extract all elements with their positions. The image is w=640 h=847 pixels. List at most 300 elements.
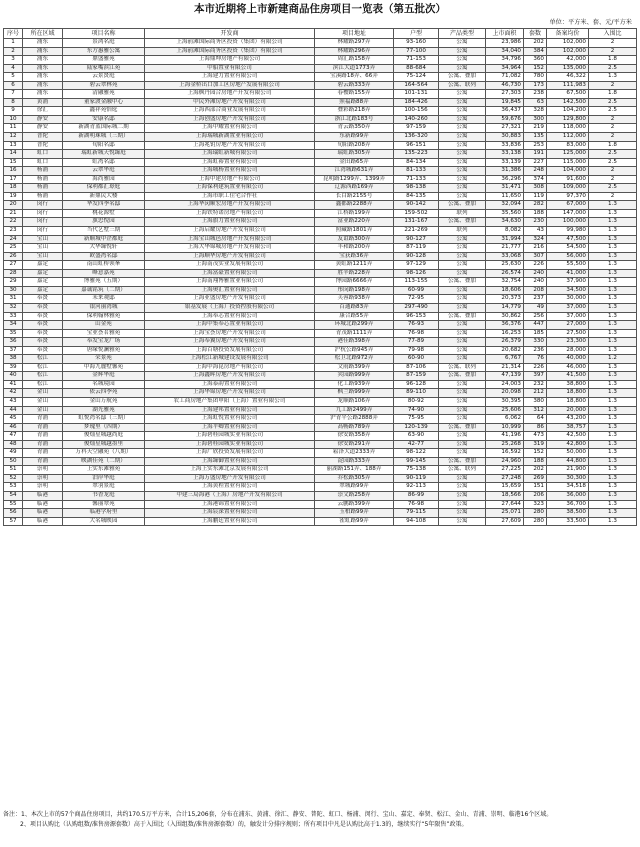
table-cell: 60-99 — [394, 286, 439, 295]
table-cell: 297-490 — [394, 303, 439, 312]
table-row — [4, 509, 637, 518]
table-cell: 上海鼎坤房地产有限公司 — [145, 56, 315, 65]
table-cell: 公寓 — [439, 244, 486, 253]
table-cell: 1.3 — [589, 449, 637, 458]
table-cell: 6,767 — [486, 355, 524, 364]
table-cell: 380 — [524, 397, 547, 406]
table-cell: 公寓 — [439, 64, 486, 73]
table-cell: 公寓 — [439, 158, 486, 167]
table-cell: 海尚雅园 — [63, 175, 145, 184]
table-cell: 上海奉芯置业有限公司 — [145, 312, 315, 321]
table-cell: 上海西部合商业发展有限公司 — [145, 107, 315, 116]
table-cell: 29 — [4, 278, 23, 287]
table-cell: 71,082 — [486, 73, 524, 82]
table-cell: 董家渡金融中心 — [63, 98, 145, 107]
table-cell: 上海碧桂园城实业有限公司 — [145, 440, 315, 449]
table-cell: 青浦 — [23, 457, 63, 466]
table-cell: 64 — [524, 415, 547, 424]
table-cell: 上海鹏廷置业有限公司 — [145, 517, 315, 526]
table-cell: 静安 — [23, 115, 63, 124]
table-cell: 博雅苑（五期） — [63, 278, 145, 287]
table-cell: 80-92 — [394, 397, 439, 406]
table-cell: 152 — [524, 64, 547, 73]
table-cell: 38 — [4, 355, 23, 364]
table-cell: 公寓 — [439, 449, 486, 458]
table-cell: 102,000 — [547, 39, 589, 48]
table-cell: 37 — [4, 346, 23, 355]
table-cell: 49 — [524, 303, 547, 312]
table-cell: 公寓、叠加 — [439, 457, 486, 466]
table-cell: 上海百塘投资发展有限公司 — [145, 346, 315, 355]
table-cell: 公寓、叠加 — [439, 278, 486, 287]
table-cell: 37,000 — [547, 312, 589, 321]
table-row — [4, 184, 637, 193]
table-cell: 上海顺华房地产开发有限公司 — [145, 252, 315, 261]
table-cell: 青浦 — [23, 423, 63, 432]
table-cell: 75-124 — [394, 73, 439, 82]
table-cell: 浦东 — [23, 47, 63, 56]
table-row — [4, 483, 637, 492]
table-cell: 华发四季名邸 — [63, 201, 145, 210]
table-cell: 2 — [4, 47, 23, 56]
table-cell: 87-159 — [394, 372, 439, 381]
table-cell: 42,500 — [547, 432, 589, 441]
table-cell: 1.3 — [589, 321, 637, 330]
table-cell: 公寓 — [439, 47, 486, 56]
table-cell: 1.8 — [589, 141, 637, 150]
table-row — [4, 449, 637, 458]
table-cell: 37,000 — [547, 303, 589, 312]
table-cell: 辽源西路169弄 — [315, 184, 394, 193]
table-cell: 嘉定 — [23, 269, 63, 278]
table-cell: 18,800 — [547, 389, 589, 398]
table-cell: 27 — [4, 261, 23, 270]
table-cell: 上海南翔博雅置业有限公司 — [145, 278, 315, 287]
table-cell: 1.3 — [589, 466, 637, 475]
table-cell: 2 — [589, 175, 637, 184]
table-row — [4, 286, 637, 295]
table-cell: 崇明 — [23, 474, 63, 483]
table-cell: 沪杭公路945弄 — [315, 346, 394, 355]
table-cell: 11 — [4, 124, 23, 133]
table-cell: 32,754 — [486, 278, 524, 287]
table-cell: 松江 — [23, 355, 63, 364]
table-cell: 136-320 — [394, 133, 439, 142]
table-cell: 浦东 — [23, 64, 63, 73]
table-cell: 1.3 — [589, 252, 637, 261]
table-row — [4, 321, 637, 330]
table-cell: 公寓 — [439, 175, 486, 184]
header-product-type: 产品类型 — [439, 29, 486, 39]
table-cell: 1.3 — [589, 483, 637, 492]
table-row — [4, 90, 637, 99]
table-cell: 24,003 — [486, 380, 524, 389]
table-cell: 公寓 — [439, 321, 486, 330]
table-cell: 77-89 — [394, 338, 439, 347]
table-cell: 临港学府里 — [63, 509, 145, 518]
table-row — [4, 466, 637, 475]
table-cell: 2 — [589, 47, 637, 56]
table-cell: 97-159 — [394, 124, 439, 133]
table-cell: 上海泰韵置业有限公司 — [145, 380, 315, 389]
table-cell: 崇明 — [23, 466, 63, 475]
table-cell: 15 — [4, 158, 23, 167]
table-cell: 峰意嘉苑 — [63, 269, 145, 278]
table-cell: 4 — [4, 64, 23, 73]
table-cell: 24,960 — [486, 457, 524, 466]
table-cell: 保利翰林雅苑 — [63, 312, 145, 321]
table-cell: 59,676 — [486, 115, 524, 124]
table-cell: 1.3 — [589, 389, 637, 398]
table-cell: 保利都汇璟庭 — [63, 184, 145, 193]
table-cell: 1.3 — [589, 415, 637, 424]
table-cell: 212 — [524, 389, 547, 398]
table-cell: 191 — [524, 150, 547, 159]
table-cell: 1.3 — [589, 73, 637, 82]
table-cell: 248 — [524, 167, 547, 176]
table-cell: 浙江北路183号 — [315, 115, 394, 124]
table-cell: 21,314 — [486, 363, 524, 372]
table-cell: 1.3 — [589, 509, 637, 518]
table-cell: 131-167 — [394, 218, 439, 227]
table-cell: 旬阳路208弄 — [315, 141, 394, 150]
table-cell: 1.3 — [589, 500, 637, 509]
table-cell: 21,900 — [547, 466, 589, 475]
table-cell: 27,225 — [486, 466, 524, 475]
table-cell: 徐安路291弄 — [315, 440, 394, 449]
table-cell: 90-127 — [394, 235, 439, 244]
table-cell: 135-223 — [394, 150, 439, 159]
table-cell: 农工商房地产集团申阳（上海）置业有限公司 — [145, 397, 315, 406]
table-cell: 43 — [524, 227, 547, 236]
table-cell: 上海宝荟房地产开发有限公司 — [145, 329, 315, 338]
table-cell: 青云路350弄 — [315, 124, 394, 133]
table-cell: 公寓 — [439, 192, 486, 201]
table-cell: 18 — [4, 184, 23, 193]
table-cell: 26,379 — [486, 338, 524, 347]
table-cell: 99,980 — [547, 227, 589, 236]
table-cell: 13 — [4, 141, 23, 150]
table-cell: 384 — [524, 47, 547, 56]
table-cell: 77-100 — [394, 47, 439, 56]
table-cell: 公寓 — [439, 329, 486, 338]
table-cell: 公寓 — [439, 56, 486, 65]
table-cell: 公寓 — [439, 517, 486, 526]
table-cell: 安康名邸 — [63, 115, 145, 124]
table-cell: 上海宸深置业有限公司 — [145, 509, 315, 518]
table-cell: 25,268 — [486, 440, 524, 449]
table-cell: 1.3 — [589, 218, 637, 227]
table-cell: 宝获路36弄 — [315, 252, 394, 261]
header-address: 项目地址 — [315, 29, 394, 39]
table-cell: 杨浦 — [23, 167, 63, 176]
table-cell: 公寓 — [439, 133, 486, 142]
table-cell: 1.3 — [589, 406, 637, 415]
table-cell: 2 — [589, 167, 637, 176]
table-cell: 9 — [4, 107, 23, 116]
table-cell: 上海启耀房地产开发有限公司 — [145, 227, 315, 236]
table-row — [4, 295, 637, 304]
table-cell: 玉柏路99弄 — [315, 509, 394, 518]
table-cell: 东新路99弄 — [315, 133, 394, 142]
table-cell: 30,000 — [547, 295, 589, 304]
table-cell: 21,777 — [486, 244, 524, 253]
table-row — [4, 355, 637, 364]
table-row — [4, 372, 637, 381]
table-cell: 96-128 — [394, 380, 439, 389]
table-cell: 旬阳名邸 — [63, 141, 145, 150]
table-cell: 虹悦湾名邸（三期） — [63, 415, 145, 424]
table-row — [4, 252, 637, 261]
table-cell: 上海松江新城建设发展有限公司 — [145, 355, 315, 364]
table-row — [4, 261, 637, 270]
table-cell: 87-106 — [394, 363, 439, 372]
table-cell: 397 — [524, 372, 547, 381]
table-cell: 1.8 — [589, 56, 637, 65]
table-cell: 1.8 — [589, 90, 637, 99]
table-row — [4, 107, 637, 116]
table-cell: 2.5 — [589, 98, 637, 107]
table-cell: 101-131 — [394, 90, 439, 99]
table-cell: 上海瑞城新湖置业有限公司 — [145, 133, 315, 142]
table-cell: 映湖佳苑（二期） — [63, 457, 145, 466]
table-cell: 上海中集奉芯置业有限公司 — [145, 321, 315, 330]
table-cell: 青浦 — [23, 449, 63, 458]
table-cell: 202 — [524, 466, 547, 475]
table-cell: 公寓、叠加 — [439, 372, 486, 381]
table-cell: 97-129 — [394, 261, 439, 270]
table-cell: 杨浦 — [23, 192, 63, 201]
table-cell: 上海保利建筑置业有限公司 — [145, 184, 315, 193]
table-cell: 嘉定 — [23, 278, 63, 287]
table-cell: 374 — [524, 175, 547, 184]
table-cell: 云翠华庭 — [63, 167, 145, 176]
table-cell: 金山 — [23, 389, 63, 398]
table-cell: 公寓 — [439, 440, 486, 449]
table-cell: 20,682 — [486, 346, 524, 355]
table-cell: 33,139 — [486, 158, 524, 167]
table-cell: 松江 — [23, 380, 63, 389]
table-cell: 188 — [524, 457, 547, 466]
table-cell: 公寓 — [439, 252, 486, 261]
table-cell: 27,321 — [486, 124, 524, 133]
table-cell: 联列 — [439, 209, 486, 218]
table-cell: 31,386 — [486, 167, 524, 176]
table-cell: 202 — [524, 39, 547, 48]
table-row — [4, 346, 637, 355]
table-cell: 10,999 — [486, 423, 524, 432]
table-row — [4, 474, 637, 483]
table-cell: 上海黄程置业有限公司 — [145, 483, 315, 492]
table-cell: 大名城映园 — [63, 517, 145, 526]
table-cell: 119 — [524, 192, 547, 201]
table-cell: 上海万盛房地产开发有限公司 — [145, 474, 315, 483]
table-cell: 1.3 — [589, 440, 637, 449]
table-cell: 奉贤 — [23, 346, 63, 355]
table-cell: 3 — [4, 56, 23, 65]
table-cell: 鑫都路2288弄 — [315, 201, 394, 210]
table-cell: 8 — [4, 98, 23, 107]
table-cell: 227 — [524, 158, 547, 167]
table-cell: 46,000 — [547, 363, 589, 372]
table-cell: 41,196 — [486, 432, 524, 441]
table-cell: 16 — [4, 167, 23, 176]
table-cell: 360 — [524, 56, 547, 65]
table-cell: 云鹏路399弄 — [315, 500, 394, 509]
table-cell: 45 — [4, 415, 23, 424]
table-cell: 44 — [4, 406, 23, 415]
table-cell: 307 — [524, 252, 547, 261]
table-cell: 23 — [4, 227, 23, 236]
table-cell: 230 — [524, 218, 547, 227]
table-cell: 瑞虹新城天悦臻庭 — [63, 150, 145, 159]
table-cell: 43 — [4, 397, 23, 406]
table-cell: 临港 — [23, 491, 63, 500]
table-cell: 公寓 — [439, 380, 486, 389]
table-cell: 1.3 — [589, 338, 637, 347]
table-cell: 上海瑞虹新城有限公司 — [145, 150, 315, 159]
table-cell: 780 — [524, 73, 547, 82]
table-cell: 杨浦 — [23, 175, 63, 184]
table-cell: 芙蓉路938弄 — [315, 295, 394, 304]
table-cell: 1.3 — [589, 227, 637, 236]
table-cell: 30,883 — [486, 133, 524, 142]
table-cell: 33,500 — [547, 517, 589, 526]
table-cell: 上海中海昆房地产有限公司 — [145, 363, 315, 372]
table-cell: 崇明 — [23, 483, 63, 492]
table-cell: 雀虹路99弄 — [315, 517, 394, 526]
table-cell: 18,566 — [486, 491, 524, 500]
table-cell: 上实东滩雅苑 — [63, 466, 145, 475]
table-cell: 76-98 — [394, 500, 439, 509]
table-cell: 56 — [4, 509, 23, 518]
table-cell: 280 — [524, 509, 547, 518]
table-cell: 博园路6666弄 — [315, 278, 394, 287]
table-cell: 临港 — [23, 517, 63, 526]
header-project-name: 项目名称 — [63, 29, 145, 39]
table-cell: 2 — [589, 39, 637, 48]
table-row — [4, 39, 637, 48]
table-cell: 黄浦 — [23, 98, 63, 107]
table-cell: 34,040 — [486, 47, 524, 56]
table-cell: 公寓 — [439, 474, 486, 483]
table-cell: 55,500 — [547, 261, 589, 270]
table-cell: 20,000 — [547, 406, 589, 415]
table-cell: 1.3 — [589, 278, 637, 287]
table-cell: 90-142 — [394, 201, 439, 210]
table-cell: 上海鑫晖房地产开发有限公司 — [145, 372, 315, 381]
table-cell: 唐缘悦澜雅苑 — [63, 346, 145, 355]
table-cell: 新湖明珠城（三期） — [63, 133, 145, 142]
table-cell: 16,253 — [486, 329, 524, 338]
table-row — [4, 338, 637, 347]
table-cell: 上海虹悦置业有限公司 — [145, 415, 315, 424]
table-cell: 37,900 — [547, 278, 589, 287]
table-cell: 崧泽大道2333弄 — [315, 449, 394, 458]
table-cell: 22 — [4, 218, 23, 227]
header-ratio: 入围比 — [589, 29, 637, 39]
table-cell: 20,098 — [486, 389, 524, 398]
table-cell: 上海平卿置业有限公司 — [145, 423, 315, 432]
table-cell: 2 — [589, 115, 637, 124]
table-cell: 联列 — [439, 227, 486, 236]
table-cell: 113-155 — [394, 278, 439, 287]
table-cell: 300 — [524, 115, 547, 124]
header-unit-type: 户型 — [394, 29, 439, 39]
table-cell: 奉贤 — [23, 338, 63, 347]
table-cell: 256 — [524, 312, 547, 321]
project-table — [3, 28, 637, 526]
table-cell: 147,000 — [547, 209, 589, 218]
header-area: 上市面积 — [486, 29, 524, 39]
table-cell: 98-138 — [394, 184, 439, 193]
table-row — [4, 175, 637, 184]
table-cell: 宝山 — [23, 244, 63, 253]
table-cell: 青浦 — [23, 415, 63, 424]
table-cell: 115,000 — [547, 158, 589, 167]
table-cell: 依云四季苑 — [63, 389, 145, 398]
table-cell: 1.3 — [589, 457, 637, 466]
table-cell: 1.3 — [589, 363, 637, 372]
table-cell: 嘉诚铭筑（二期） — [63, 286, 145, 295]
table-cell: 公寓 — [439, 269, 486, 278]
table-cell: 57 — [4, 517, 23, 526]
table-cell: 328 — [524, 107, 547, 116]
table-cell: 林耀路296弄 — [315, 47, 394, 56]
table-cell: 18,606 — [486, 286, 524, 295]
table-cell: 胜辛路228弄 — [315, 269, 394, 278]
table-cell: 1.3 — [589, 491, 637, 500]
table-cell: 10 — [4, 115, 23, 124]
table-cell: 上海兆钥房地产开发有限公司 — [145, 141, 315, 150]
table-cell: 54 — [4, 491, 23, 500]
table-row — [4, 500, 637, 509]
table-row — [4, 303, 637, 312]
table-row — [4, 81, 637, 90]
table-cell: 46 — [4, 423, 23, 432]
table-cell: 翠羽景庭 — [63, 483, 145, 492]
table-cell: 23,300 — [547, 338, 589, 347]
table-cell: 21 — [4, 209, 23, 218]
table-cell: 上海华锦房地产开发有限公司 — [145, 389, 315, 398]
table-cell: 龙顺路106弄 — [315, 397, 394, 406]
table-cell: 公寓、叠加 — [439, 218, 486, 227]
table-cell: 沪青平公路2888弄 — [315, 415, 394, 424]
table-cell: 206 — [524, 491, 547, 500]
table-cell: 上海奥汇置业有限公司 — [145, 286, 315, 295]
table-cell: 宝山 — [23, 252, 63, 261]
table-cell: 236 — [524, 346, 547, 355]
table-cell: 330 — [524, 338, 547, 347]
table-cell: 56,000 — [547, 252, 589, 261]
table-cell: 文雨路399弄 — [315, 363, 394, 372]
table-cell: 公寓、叠加 — [439, 423, 486, 432]
table-cell: 28 — [4, 269, 23, 278]
table-cell: 2.5 — [589, 158, 637, 167]
table-cell: 27,500 — [547, 329, 589, 338]
table-cell: 馨丽翠苑 — [63, 500, 145, 509]
table-cell: 上海旗力置业有限公司 — [145, 218, 315, 227]
table-cell: 151 — [524, 483, 547, 492]
table-cell: 14,779 — [486, 303, 524, 312]
table-cell: 临港 — [23, 509, 63, 518]
table-cell: 上海臻御置业有限公司 — [145, 457, 315, 466]
table-cell: 36 — [4, 338, 23, 347]
table-cell: 2 — [589, 124, 637, 133]
table-cell: 金山万航苑 — [63, 397, 145, 406]
table-cell: 135 — [524, 133, 547, 142]
table-cell: 长白路2155号 — [315, 192, 394, 201]
